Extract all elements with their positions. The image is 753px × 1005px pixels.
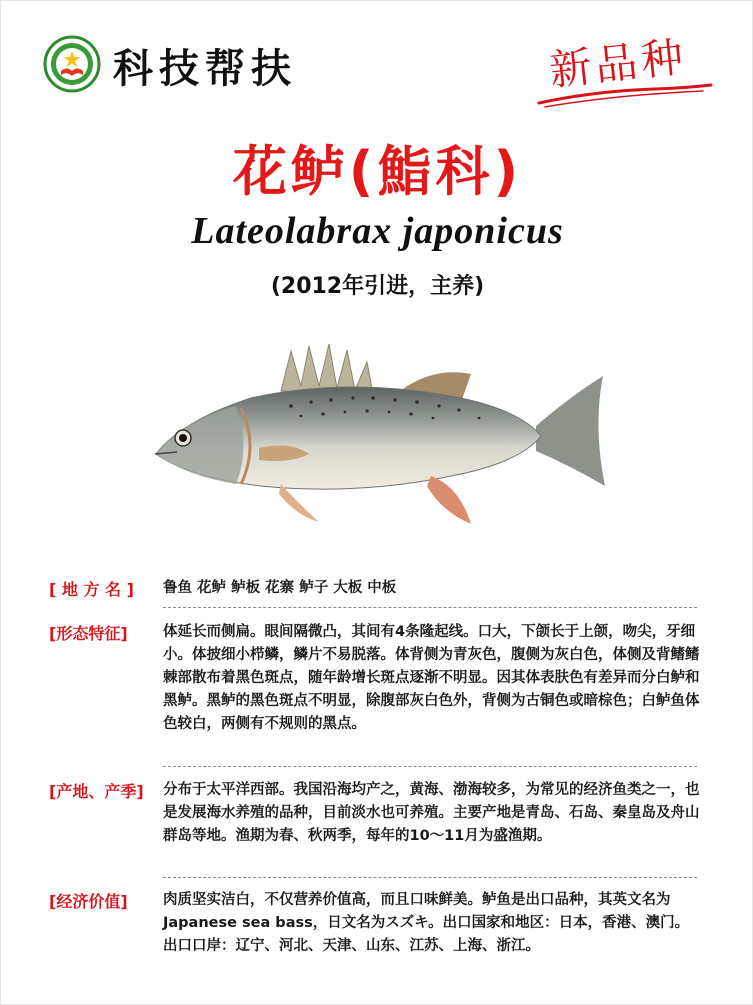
sea-bass-fish-image [141, 336, 611, 536]
brand-title: 科技帮扶 [113, 45, 297, 92]
section-label: [产地、产季] [49, 782, 144, 801]
new-variety-badge: 新品种 [547, 31, 690, 96]
section-text: 分布于太平洋西部。我国沿海均产之，黄海、渤海较多，为常见的经济鱼类之一，也是发展海水养殖的品种，目前淡水也可养殖。主要产地是青岛、石岛、秦皇岛及舟山群岛等地。渔期为春、秋两季，每年的10～11月为盛渔期。 [163, 782, 700, 844]
section-label: [经济价值] [49, 892, 128, 911]
divider [163, 607, 697, 608]
section-text: 体延长而侧扁。眼间隔微凸，其间有4条隆起线。口大，下颌长于上颌，吻尖，牙细小。体披细小栉鳞，鳞片不易脱落。体背侧为青灰色，腹侧为灰白色，体侧及背鳍鳍棘部散布着黑色斑点，随年龄增长斑点逐渐不明显。因其体表肤色有差异而分白鲈和黑鲈。黑鲈的黑色斑点不明显，除腹部灰白色外，背侧为古铜色或暗棕色；白鲈鱼体色较白，两侧有不规则的黑点。 [163, 624, 700, 732]
section-text: 鲁鱼 花鲈 鲈板 花寨 鲈子 大板 中板 [163, 580, 397, 596]
species-title: 花鲈(鮨科) [232, 140, 523, 203]
section-label: [ 地 方 名 ] [49, 580, 134, 599]
species-latin-name: Lateolabrax japonicus [191, 210, 564, 252]
species-intro-note: (2012年引进，主养) [270, 274, 485, 299]
divider [163, 877, 697, 878]
badge-underline-stroke [535, 73, 715, 113]
divider [163, 766, 697, 767]
section-text: 肉质坚实洁白，不仅营养价值高，而且口味鲜美。鲈鱼是出口品种，其英文名为Japanese sea bass，日文名为スズキ。出口国家和地区：日本，香港、澳门。出口口岸：辽宁、河北、天津、山东、江苏、上海、浙江。 [163, 892, 690, 954]
section-label: [形态特征] [49, 624, 128, 643]
logo-emblem-icon [43, 35, 101, 93]
